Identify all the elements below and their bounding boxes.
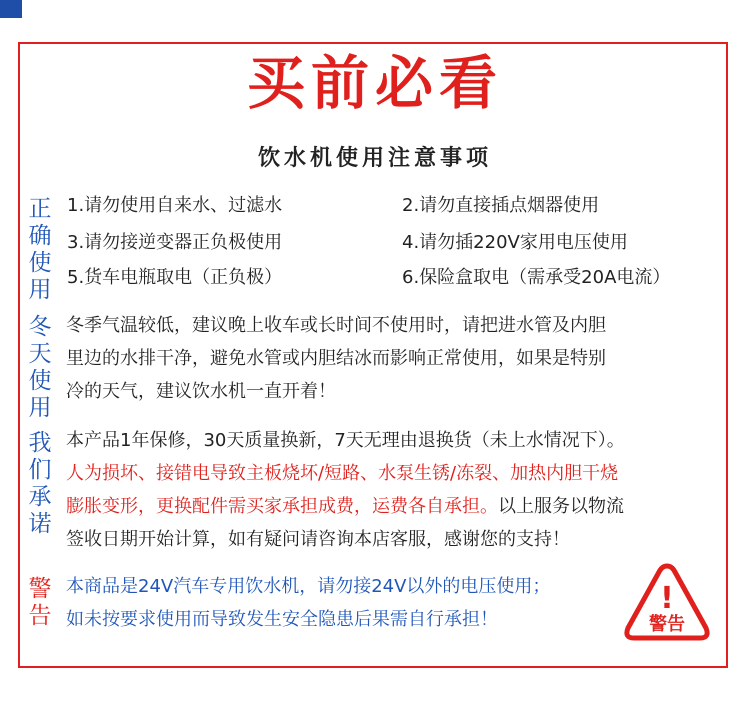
warning-line-2: 如未按要求使用而导致发生安全隐患后果需自行承担！ — [66, 609, 498, 630]
promise-line-3-red: 膨胀变形，更换配件需买家承担成费，运费各自承担。 — [66, 496, 498, 517]
promise-line-4: 签收日期开始计算，如有疑问请咨询本店客服，感谢您的支持！ — [66, 529, 570, 550]
page-subtitle: 饮水机使用注意事项 — [257, 146, 492, 171]
promise-line-3 — [66, 490, 726, 523]
warning-exclamation: ! — [660, 581, 674, 616]
usage-item-5: 5.货车电瓶取电（正负极） — [67, 267, 283, 288]
winter-line-2: 里边的水排干净，避免水管或内胆结冰而影响正常使用，如果是特别 — [66, 348, 606, 369]
warning-line-1: 本商品是24V汽车专用饮水机，请勿接24V以外的电压使用； — [66, 576, 551, 597]
winter-paragraph — [66, 309, 726, 408]
usage-item-6: 6.保险盒取电（需承受20A电流） — [402, 267, 671, 288]
corner-accent — [0, 0, 22, 18]
winter-line-1: 冬季气温较低，建议晚上收车或长时间不使用时，请把进水管及内胆 — [66, 315, 606, 336]
promise-paragraph — [66, 424, 726, 556]
section-label-warning: 警告 — [28, 576, 52, 629]
page-title: 买前必看 — [246, 49, 503, 117]
usage-item-2: 2.请勿直接插点烟器使用 — [402, 195, 600, 216]
section-label-promise: 我们承诺 — [28, 430, 52, 537]
section-label-usage: 正确使用 — [28, 196, 52, 303]
warning-paragraph — [66, 570, 626, 636]
warning-triangle-icon — [620, 556, 714, 650]
usage-item-3: 3.请勿接逆变器正负极使用 — [67, 232, 283, 253]
warning-icon-text: 警告 — [649, 614, 685, 635]
winter-line-3: 冷的天气，建议饮水机一直开着！ — [66, 381, 336, 402]
usage-item-1: 1.请勿使用自来水、过滤水 — [67, 195, 283, 216]
promise-line-2: 人为损坏、接错电导致主板烧坏/短路、水泵生锈/冻裂、加热内胆干烧 — [66, 463, 619, 484]
usage-item-4: 4.请勿插220V家用电压使用 — [402, 232, 628, 253]
section-label-winter: 冬天使用 — [28, 314, 52, 421]
promise-line-1: 本产品1年保修，30天质量换新，7天无理由退换货（未上水情况下）。 — [66, 430, 625, 451]
promise-line-3-black: 以上服务以物流 — [498, 496, 624, 517]
